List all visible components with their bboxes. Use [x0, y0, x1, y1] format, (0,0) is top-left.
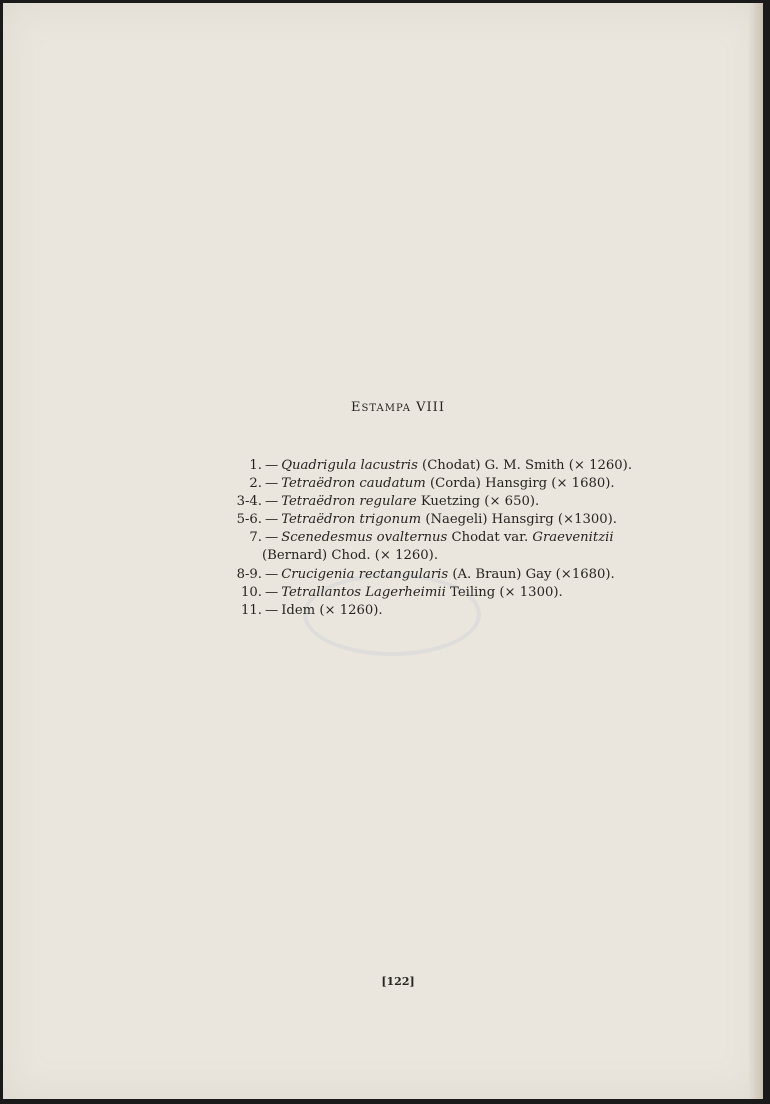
dash: — — [265, 512, 279, 528]
species-name: Tetraëdron trigonum — [281, 512, 422, 528]
list-item — [217, 493, 657, 511]
list-item — [217, 529, 657, 547]
figure-number: 1. — [249, 458, 262, 473]
species-name: Tetraëdron caudatum — [281, 476, 426, 492]
entry-text: Idem (× 1260). — [281, 602, 383, 618]
plate-heading-initial: E — [351, 400, 362, 415]
dash: — — [265, 476, 279, 492]
figure-number: 8-9. — [236, 566, 262, 582]
figure-number: 10. — [241, 584, 262, 600]
species-authority: Teiling (× 1300). — [450, 584, 563, 600]
list-item — [217, 511, 657, 529]
species-authority: Kuetzing (× 650). — [420, 494, 540, 510]
species-authority: (A. Braun) Gay (×1680). — [452, 566, 615, 582]
dash: — — [265, 584, 279, 600]
species-name: Scenedesmus ovalternus — [281, 530, 448, 546]
dash: — — [265, 494, 279, 510]
species-authority: Chodat var. — [451, 530, 529, 546]
figure-number: 7. — [249, 530, 262, 546]
plate-heading-word: STAMPA — [361, 403, 412, 414]
dash: — — [265, 566, 279, 582]
plate-heading — [3, 400, 763, 415]
species-name: Crucigenia rectangularis — [281, 566, 449, 582]
page-number: [122] — [381, 975, 415, 988]
dash: — — [265, 530, 279, 546]
species-authority: (Corda) Hansgirg (× 1680). — [429, 476, 615, 492]
list-item — [217, 457, 657, 475]
dash: — — [265, 458, 279, 473]
figure-number: 11. — [241, 602, 262, 618]
list-item — [217, 475, 657, 493]
species-authority: (Naegeli) Hansgirg (×1300). — [425, 512, 617, 528]
plate-heading-numeral: VIII — [416, 400, 445, 415]
figure-number: 5-6. — [236, 512, 262, 528]
figure-number: 3-4. — [236, 494, 262, 510]
list-item — [217, 602, 657, 620]
figure-number: 2. — [249, 476, 262, 492]
list-item — [217, 584, 657, 602]
species-name: Quadrigula lacustris — [281, 458, 418, 473]
species-name: Tetrallantos Lagerheimii — [281, 584, 446, 600]
list-item — [217, 566, 657, 584]
book-page — [3, 3, 763, 1099]
dash: — — [265, 602, 279, 618]
figure-caption-list — [217, 457, 657, 620]
variety-name: Graevenitzii — [532, 530, 614, 546]
species-name: Tetraëdron regulare — [281, 494, 417, 510]
list-item-continuation: (Bernard) Chod. (× 1260). — [262, 548, 439, 564]
page-edge — [749, 3, 763, 1099]
species-authority: (Chodat) G. M. Smith (× 1260). — [422, 458, 633, 473]
